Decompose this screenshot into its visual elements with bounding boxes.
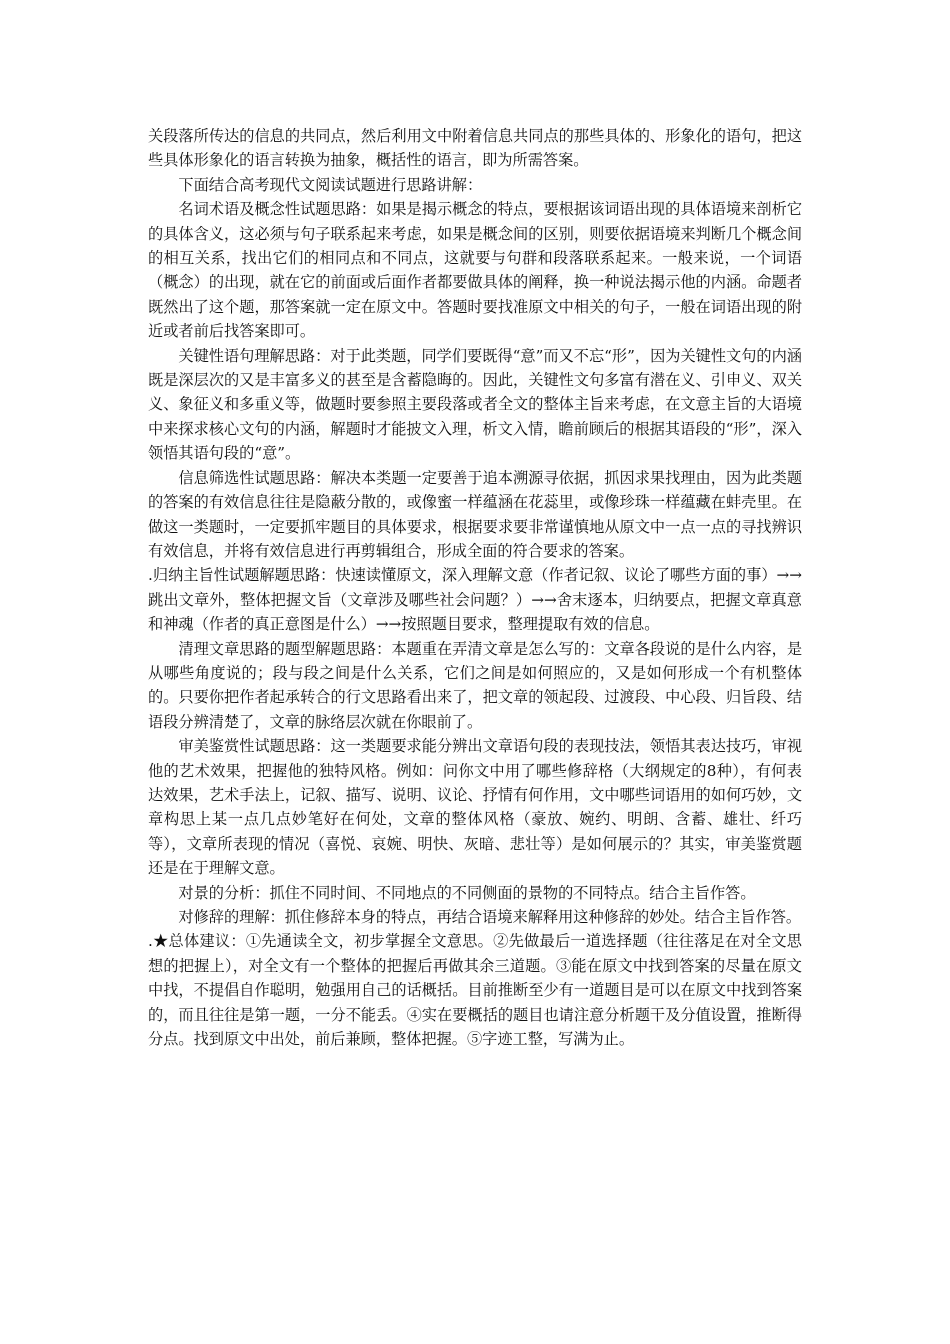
paragraph-scenery: 对景的分析：抓住不同时间、不同地点的不同侧面的景物的不同特点。结合主旨作答。 — [178, 883, 756, 902]
document-body — [148, 124, 802, 1051]
paragraph-overall-advice: .★总体建议：①先通读全文，初步掌握全文意思。②先做最后一道选择题（往往落足在对全文思想的把握上），对全文有一个整体的把握后再做其余三道题。③能在原文中找到答案的尽量在原文中找，不提倡自作聪明，勉强用自己的话概括。目前推断至少有一道题目是可以在原文中找到答案的，而且往往是第一题，一分不能丢。④实在要概括的题目也请注意分析题干及分值设置，推断得分点。找到原文中出处，前后兼顾，整体把握。⑤字迹工整，写满为止。 — [148, 932, 802, 1049]
paragraph-main-idea: .归纳主旨性试题解题思路：快速读懂原文，深入理解文意（作者记叙、议论了哪些方面的事）→→跳出文章外，整体把握文旨（文章涉及哪些社会问题？）→→舍末逐本，归纳要点，把握文章真意和神魂（作者的真正意图是什么）→→按照题目要求，整理提取有效的信息。 — [148, 566, 802, 634]
paragraph-continuation: 关段落所传达的信息的共同点，然后利用文中附着信息共同点的那些具体的、形象化的语句，把这些具体形象化的语言转换为抽象，概括性的语言，即为所需答案。 — [148, 127, 802, 170]
paragraph-intro: 下面结合高考现代文阅读试题进行思路讲解： — [178, 175, 483, 194]
paragraph-rhetoric: 对修辞的理解：抓住修辞本身的特点，再结合语境来解释用这种修辞的妙处。结合主旨作答。 — [178, 908, 802, 926]
paragraph-terms-concepts: 名词术语及概念性试题思路：如果是揭示概念的特点，要根据该词语出现的具体语境来剖析它的具体含义，这必须与句子联系起来考虑，如果是概念间的区别，则要依据语境来判断几个概念间的相互关系，找出它们的相同点和不同点，这就要与句群和段落联系起来。一般来说，一个词语（概念）的出现，就在它的前面或后面作者都要做具体的阐释，换一种说法揭示他的内涵。命题者既然出了这个题，那答案就一定在原文中。答题时要找准原文中相关的句子，一般在词语出现的附近或者前后找答案即可。 — [148, 200, 802, 341]
paragraph-info-filtering: 信息筛选性试题思路：解决本类题一定要善于追本溯源寻依据，抓因求果找理由，因为此类题的答案的有效信息往往是隐蔽分散的，或像蜜一样蕴涵在花蕊里，或像珍珠一样蕴藏在蚌壳里。在做这一类题时，一定要抓牢题目的具体要求，根据要求要非常谨慎地从原文中一点一点的寻找辨识有效信息，并将有效信息进行再剪辑组合，形成全面的符合要求的答案。 — [148, 468, 802, 560]
paragraph-structure: 清理文章思路的题型解题思路：本题重在弄清文章是怎么写的：文章各段说的是什么内容，是从哪些角度说的；段与段之间是什么关系，它们之间是如何照应的，又是如何形成一个有机整体的。只要你把作者起承转合的行文思路看出来了，把文章的领起段、过渡段、中心段、归旨段、结语段分辨清楚了，文章的脉络层次就在你眼前了。 — [148, 639, 802, 731]
paragraph-key-sentences: 关键性语句理解思路：对于此类题，同学们要既得“意”而又不忘“形”，因为关键性文句的内涵既是深层次的又是丰富多义的甚至是含蓄隐晦的。因此，关键性文句多富有潜在义、引申义、双关义、象征义和多重义等，做题时要参照主要段落或者全文的整体主旨来考虑，在文意主旨的大语境中来探求核心文句的内涵，解题时才能披文入理，析文入情，瞻前顾后的根据其语段的“形”，深入领悟其语句段的“意”。 — [148, 346, 802, 463]
paragraph-aesthetic: 审美鉴赏性试题思路：这一类题要求能分辨出文章语句段的表现技法，领悟其表达技巧，审视他的艺术效果，把握他的独特风格。例如：问你文中用了哪些修辞格（大纲规定的8种），有何表达效果，艺术手法上，记叙、描写、说明、议论、抒情有何作用，文中哪些词语用的如何巧妙，文章构思上某一点几点妙笔好在何处，文章的整体风格（豪放、婉约、明朗、含蓄、雄壮、纤巧等），文章所表现的情况（喜悦、哀婉、明快、灰暗、悲壮等）是如何展示的？其实，审美鉴赏题还是在于理解文意。 — [148, 737, 802, 878]
